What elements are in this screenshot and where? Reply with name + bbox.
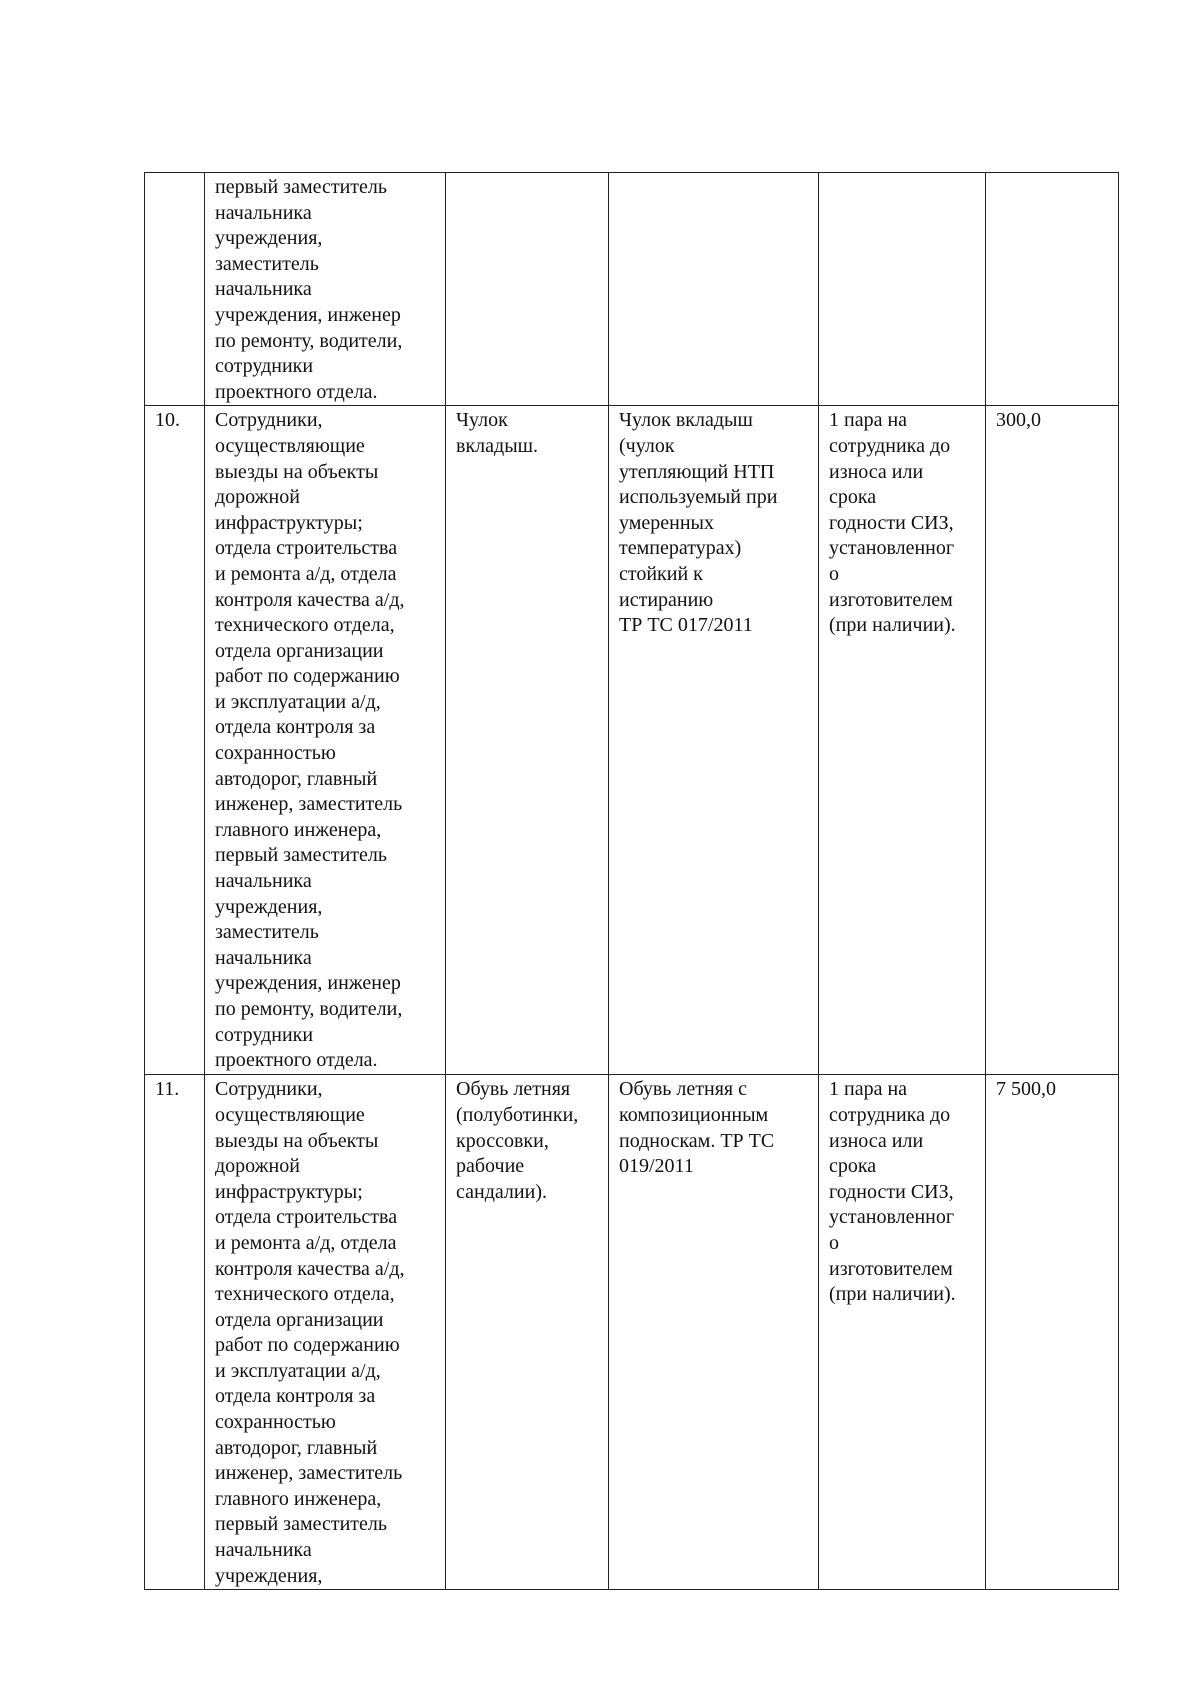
- specification-cell: Чулок вкладыш (чулок утепляющий НТП используемый при умеренных температурах) стойкий к истиранию ТР ТС 017/2011: [609, 406, 819, 1075]
- ppe-norms-table: [144, 172, 1119, 1590]
- row-number-cell: 10.: [145, 406, 205, 1075]
- specification-cell: Обувь летняя с композиционным подноскам. ТР ТС 019/2011: [609, 1075, 819, 1590]
- item-name-cell: [446, 173, 609, 406]
- table-row: [145, 406, 1119, 1075]
- recipients-cell: Сотрудники, осуществляющие выезды на объекты дорожной инфраструктуры; отдела строительства и ремонта а/д, отдела контроля качества а/д, технического отдела, отдела организации работ по содержанию и эксплуатации а/д, отдела контроля за сохранностью автодорог, главный инженер, заместитель главного инженера, первый заместитель начальника учреждения,: [205, 1075, 446, 1590]
- issue-norm-cell: 1 пара на сотрудника до износа или срока годности СИЗ, установленног о изготовителем (при наличии).: [819, 406, 986, 1075]
- item-name-cell: Чулок вкладыш.: [446, 406, 609, 1075]
- table-row: [145, 1075, 1119, 1590]
- row-number-cell: 11.: [145, 1075, 205, 1590]
- table-row: [145, 173, 1119, 406]
- price-cell: [986, 173, 1119, 406]
- item-name-cell: Обувь летняя (полуботинки, кроссовки, рабочие сандалии).: [446, 1075, 609, 1590]
- issue-norm-cell: [819, 173, 986, 406]
- recipients-cell: первый заместитель начальника учреждения, заместитель начальника учреждения, инженер по ремонту, водители, сотрудники проектного отдела.: [205, 173, 446, 406]
- row-number-cell: [145, 173, 205, 406]
- price-cell: 300,0: [986, 406, 1119, 1075]
- price-cell: 7 500,0: [986, 1075, 1119, 1590]
- specification-cell: [609, 173, 819, 406]
- issue-norm-cell: 1 пара на сотрудника до износа или срока годности СИЗ, установленног о изготовителем (при наличии).: [819, 1075, 986, 1590]
- recipients-cell: Сотрудники, осуществляющие выезды на объекты дорожной инфраструктуры; отдела строительства и ремонта а/д, отдела контроля качества а/д, технического отдела, отдела организации работ по содержанию и эксплуатации а/д, отдела контроля за сохранностью автодорог, главный инженер, заместитель главного инженера, первый заместитель начальника учреждения, заместитель начальника учреждения, инженер по ремонту, водители, сотрудники проектного отдела.: [205, 406, 446, 1075]
